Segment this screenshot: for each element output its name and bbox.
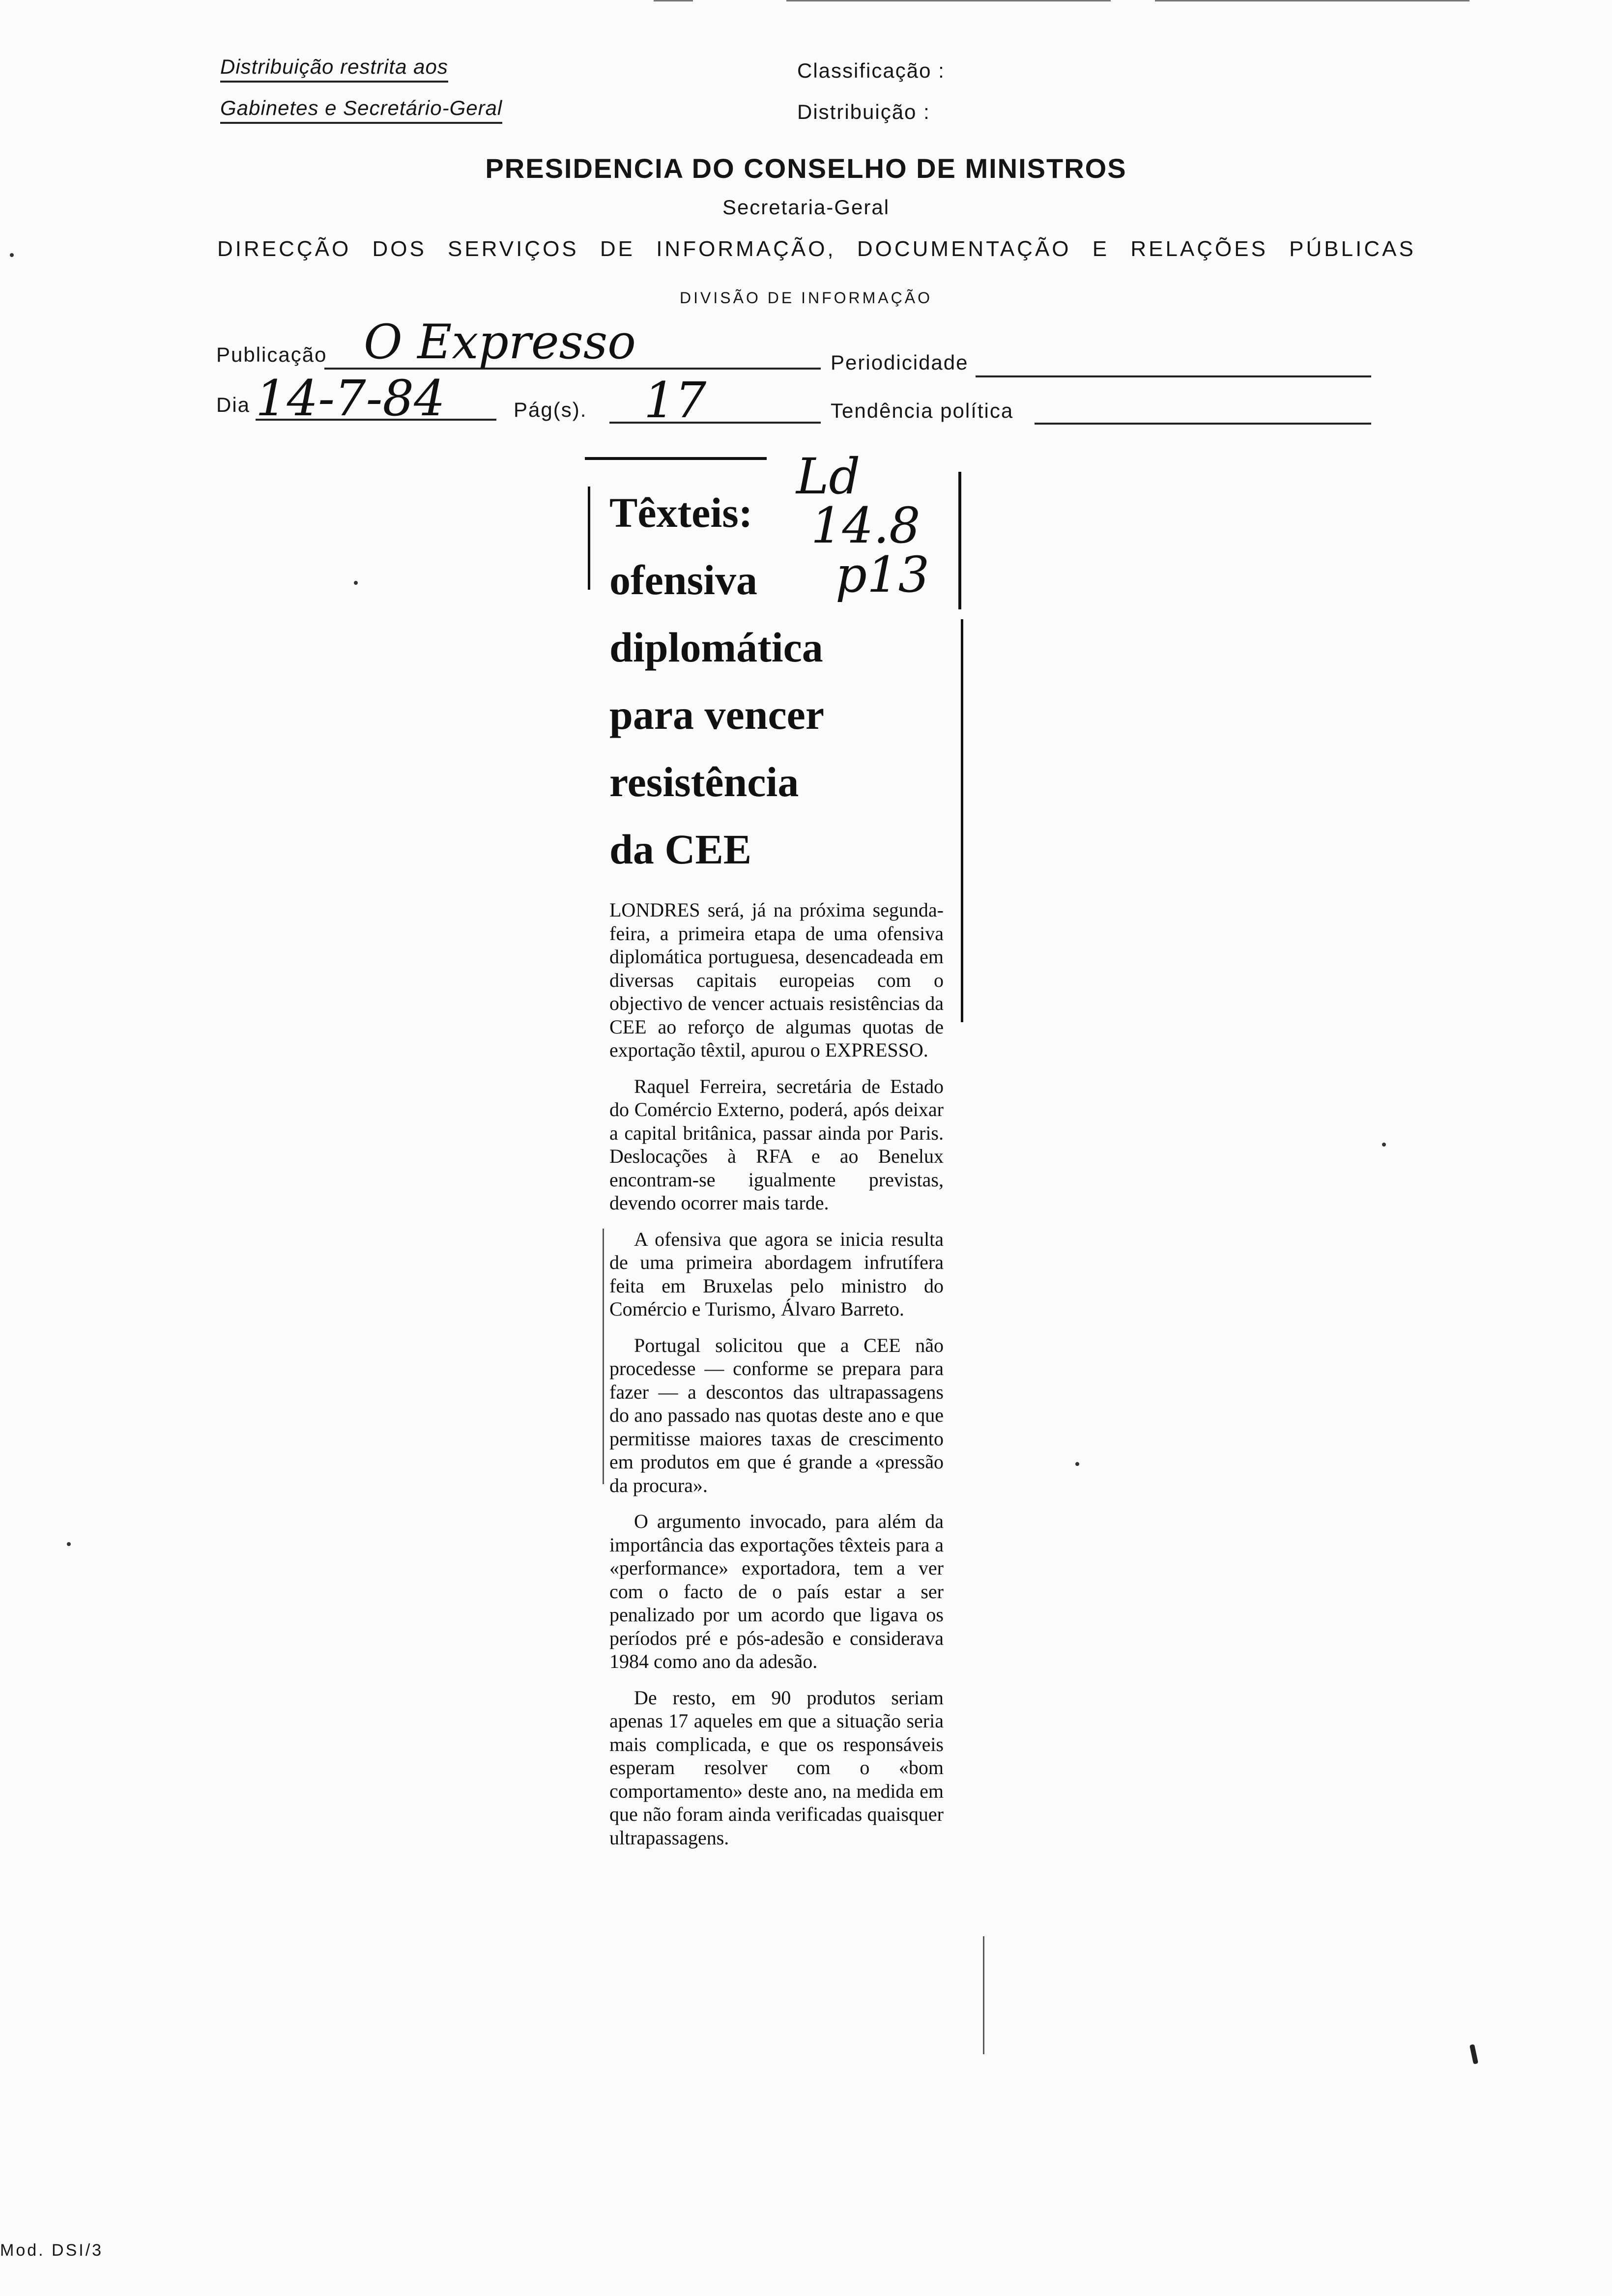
restriction-line-1: Distribuição restrita aos bbox=[220, 55, 448, 83]
division-label: DIVISÃO DE INFORMAÇÃO bbox=[680, 289, 932, 307]
headline-line-4: para vencer bbox=[609, 691, 825, 738]
organization-subtitle: Secretaria-Geral bbox=[722, 196, 890, 219]
restriction-line-2: Gabinetes e Secretário-Geral bbox=[220, 96, 502, 124]
tendencia-underline bbox=[1035, 423, 1371, 425]
handwritten-note-line-1: Ld bbox=[796, 448, 861, 505]
handwritten-note-line-3: p13 bbox=[835, 546, 930, 603]
publicacao-handwritten: O Expresso bbox=[364, 315, 636, 370]
periodicidade-underline bbox=[976, 375, 1371, 377]
clipping-top-rule bbox=[585, 457, 767, 460]
article-paragraph-2: Raquel Ferreira, secretária de Estado do Comércio Externo, poderá, após deixar a capital britânica, passar ainda por Paris. Deslocações à RFA e ao Benelux encontram-se igualmente previstas, devendo ocorrer mais tarde. bbox=[609, 1075, 944, 1214]
direction-line: DIRECÇÃO DOS SERVIÇOS DE INFORMAÇÃO, DOCUMENTAÇÃO E RELAÇÕES PÚBLICAS bbox=[217, 237, 1416, 261]
organization-title: PRESIDENCIA DO CONSELHO DE MINISTROS bbox=[485, 153, 1127, 184]
article-paragraph-1: LONDRES será, já na próxima segunda-feira, a primeira etapa de uma ofensiva diplomática portuguesa, desencadeada em diversas capitais europeias com o objectivo de vencer actuais resistências da CEE ao reforço de algumas quotas de exportação têxtil, apurou o EXPRESSO. bbox=[609, 899, 944, 1061]
article-paragraph-4: Portugal solicitou que a CEE não procedesse — conforme se prepara para fazer — a descontos das ultrapassagens do ano passado nas quotas deste ano e que permitisse maiores taxas de crescimento em produtos em que é grande a «pressão da procura». bbox=[609, 1334, 944, 1496]
article-paragraph-3: A ofensiva que agora se inicia resulta de uma primeira abordagem infrutífera feita em Bruxelas pelo ministro do Comércio e Turismo, Álvaro Barreto. bbox=[609, 1228, 944, 1320]
tendencia-label: Tendência política bbox=[831, 399, 1014, 422]
pags-handwritten: 17 bbox=[644, 372, 707, 429]
headline-line-6: da CEE bbox=[609, 826, 752, 873]
clipping-left-rule bbox=[588, 487, 590, 590]
headline-line-2: ofensiva bbox=[609, 556, 757, 603]
dia-label: Dia bbox=[216, 393, 251, 416]
handwritten-note-line-2: 14.8 bbox=[811, 497, 921, 554]
clipping-left-rule-lower bbox=[603, 1229, 604, 1484]
clipping-right-rule-lower bbox=[983, 1936, 984, 2054]
clipping-right-rule-top bbox=[958, 472, 961, 609]
classificacao-label: Classificação : bbox=[797, 59, 945, 82]
form-code: Mod. DSI/3 bbox=[0, 2241, 104, 2260]
distribuicao-label: Distribuição : bbox=[797, 100, 930, 123]
article-body bbox=[609, 898, 944, 1862]
article-paragraph-5: O argumento invocado, para além da importância das exportações têxteis para a «performance» exportadora, tem a ver com o facto de o país estar a ser penalizado por um acordo que ligava os períodos pré e pós-adesão e considerava 1984 como ano da adesão. bbox=[609, 1510, 944, 1672]
publicacao-label: Publicação bbox=[216, 343, 327, 366]
periodicidade-label: Periodicidade bbox=[831, 351, 969, 374]
headline-line-3: diplomática bbox=[609, 624, 823, 671]
dia-handwritten: 14-7-84 bbox=[256, 370, 445, 427]
headline-line-1: Têxteis: bbox=[609, 489, 753, 536]
clipping-right-rule-mid bbox=[961, 619, 963, 1022]
article-headline bbox=[609, 479, 944, 883]
pags-underline bbox=[609, 422, 821, 424]
pags-label: Pág(s). bbox=[514, 398, 587, 421]
article-paragraph-6: De resto, em 90 produtos seriam apenas 17 aqueles em que a situação seria mais complicada, e que os responsáveis esperam resolver com o «bom comportamento» deste ano, na medida em que não foram ainda verificadas quaisquer ultrapassagens. bbox=[609, 1686, 944, 1849]
headline-line-5: resistência bbox=[609, 758, 799, 805]
